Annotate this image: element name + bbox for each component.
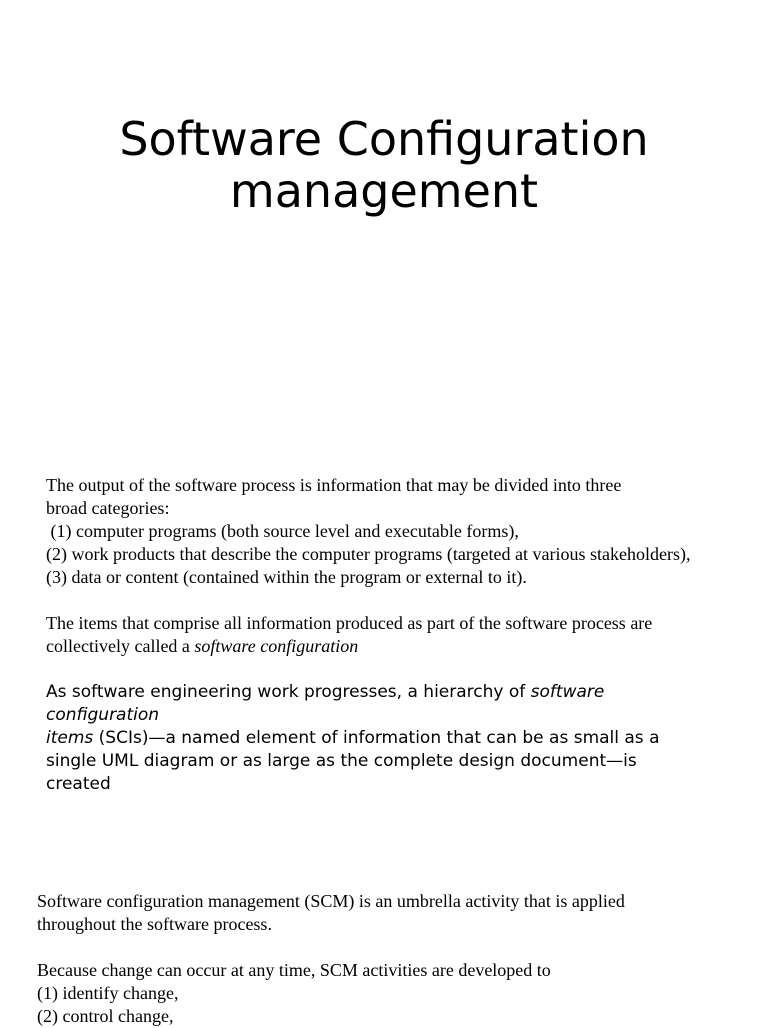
list-item: (3) data or content (contained within the program or external to it). [46, 567, 527, 587]
text-line: throughout the software process. [37, 914, 272, 934]
term-software: software [530, 682, 605, 702]
list-item: (1) computer programs (both source level and executable forms), [46, 521, 519, 541]
list-item: (2) control change, [37, 1006, 174, 1026]
title-line-1: Software Configuration [119, 112, 649, 166]
text-line [46, 635, 761, 658]
software-process-output-paragraph [46, 474, 761, 658]
title-line-2: management [229, 164, 539, 218]
text-line: broad categories: [46, 498, 170, 518]
text-line: Software configuration management (SCM) is an umbrella activity that is applied [37, 891, 625, 911]
text-line [46, 704, 761, 727]
page-title [0, 113, 768, 217]
sci-hierarchy-paragraph [46, 681, 761, 796]
term-software-configuration: software configuration [194, 636, 359, 656]
text-span: collectively called a [46, 636, 195, 656]
text-line: created [46, 774, 111, 794]
text-span: As software engineering work progresses, a hierarchy of [46, 682, 531, 702]
term-items: items [46, 728, 94, 748]
text-line: The output of the software process is information that may be divided into three [46, 475, 622, 495]
text-line [46, 681, 761, 704]
text-span: (SCIs)—a named element of information that can be as small as a [93, 728, 660, 748]
text-line [46, 727, 761, 750]
text-line: The items that comprise all information produced as part of the software process are [46, 613, 653, 633]
text-line: Because change can occur at any time, SCM activities are developed to [37, 960, 551, 980]
scm-paragraph [37, 890, 757, 1028]
list-item: (1) identify change, [37, 983, 179, 1003]
list-item: (2) work products that describe the computer programs (targeted at various stakeholders), [46, 544, 691, 564]
term-configuration: configuration [46, 705, 160, 725]
spacer [37, 936, 757, 959]
spacer [46, 589, 761, 612]
text-line: single UML diagram or as large as the complete design document—is [46, 751, 637, 771]
